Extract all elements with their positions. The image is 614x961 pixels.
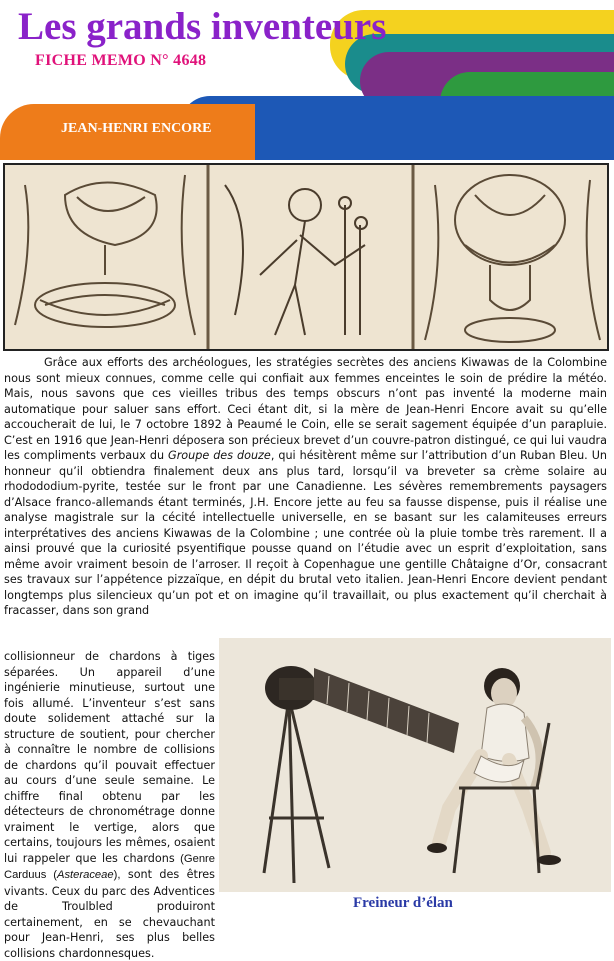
genus-note-start: (Genre Carduus (: [4, 852, 215, 881]
article-paragraph-2-end: sont des êtres vivants. Ceux du parc des Adventices de Troulbled produiront certainement, en se chevauchant pour Jean-Henri, ses plus belles collisions chardonnesques.: [4, 868, 216, 960]
article-paragraph-1-end: , qui hésitèrent même sur l’attribution d’un Ruban Bleu. Un honneur qu’il obtiendra finalement deux ans plus tard, lorsqu’il va breveter sa crème solaire au rhodododium-pyrite, testée sur le front par une Canadienne. Les sévères remembrements paysagers d’Alsace franco-allemands étant terminés, J.H. Encore jette au feu sa fausse dispense, puis il réalise une analyse magistrale sur la cécité intellectuelle universelle, en se basant sur les calamiteuses erreurs interprétatives des anciens Kiwawas de la Colombine ; une contrée où la pluie tombe très rarement. Il a ainsi prouvé que la curiosité psyentifique pousse quand on l’étudie avec un esprit d’exploitation, sans même avoir vraiment besoin de l’arroser. Il reçoit à Copenhague une gentille Châtaigne d’Or, consacrant ses travaux sur l’appétence pizzaïque, en dépit du brutal veto italien. Jean-Henri Encore devient pendant longtemps plus silencieux qu’un pot et on imagine qu’il travaillait, ou plus exactement qu’il cherchait à fracasser, dans son grand: [4, 449, 607, 617]
article-paragraph-2-text: collisionneur de chardons à tiges séparées. Un appareil d’une ingénierie minutieuse, surtout une fois allumé. L’inventeur s’est sans doute solidement attaché sur la structure de soutient, pour chercher à connaître le nombre de collisions de chardons qu’il pouvait effectuer au cours d’une seule semaine. Le chiffre final obtenu par les détecteurs de chronométrage donne vraiment le vertige, alors que certains, toujours les mêmes, osaient lui rappeler que les chardons: [4, 650, 215, 865]
article-paragraph-1: [4, 355, 607, 619]
article-side-column: [4, 649, 215, 961]
article-paragraph-1-text: Grâce aux efforts des archéologues, les stratégies secrètes des anciens Kiwawas de la Colombine nous sont mieux connues, comme celle qui confiait aux femmes enceintes le soin de prédire la météo. Mais, nous savons que ces vieilles tribus des temps obscurs n’ont pas inventé la moderne main automatique pour saluer sans effort. Ceci étant dit, si la mère de Jean-Henri Encore avait su qu’elle accoucherait de lui, le 7 octobre 1892 à Peaumé le Coin, elle se serait sagement équipée d’un parapluie. C’est en 1916 que Jean-Henri déposera son précieux brevet d’un couvre-patron distingué, ce qui lui vaudra les compliments verbaux du: [4, 356, 607, 462]
article-body: [4, 355, 607, 619]
photo-caption: Freineur d’élan: [353, 895, 453, 911]
header-banner: [0, 0, 614, 160]
inventor-name: JEAN-HENRI ENCORE: [61, 121, 212, 136]
article-paragraph-2: [4, 649, 215, 961]
vintage-photo-machine: [219, 638, 611, 892]
page-title: Les grands inventeurs: [18, 5, 387, 48]
genus-note-end: ),: [113, 869, 121, 881]
vintage-illustration-strip: [3, 163, 609, 351]
genus-family-italic: Asteraceae: [57, 869, 114, 881]
memo-number: FICHE MEMO N° 4648: [35, 52, 207, 69]
group-name-italic: Groupe des douze: [168, 449, 271, 462]
